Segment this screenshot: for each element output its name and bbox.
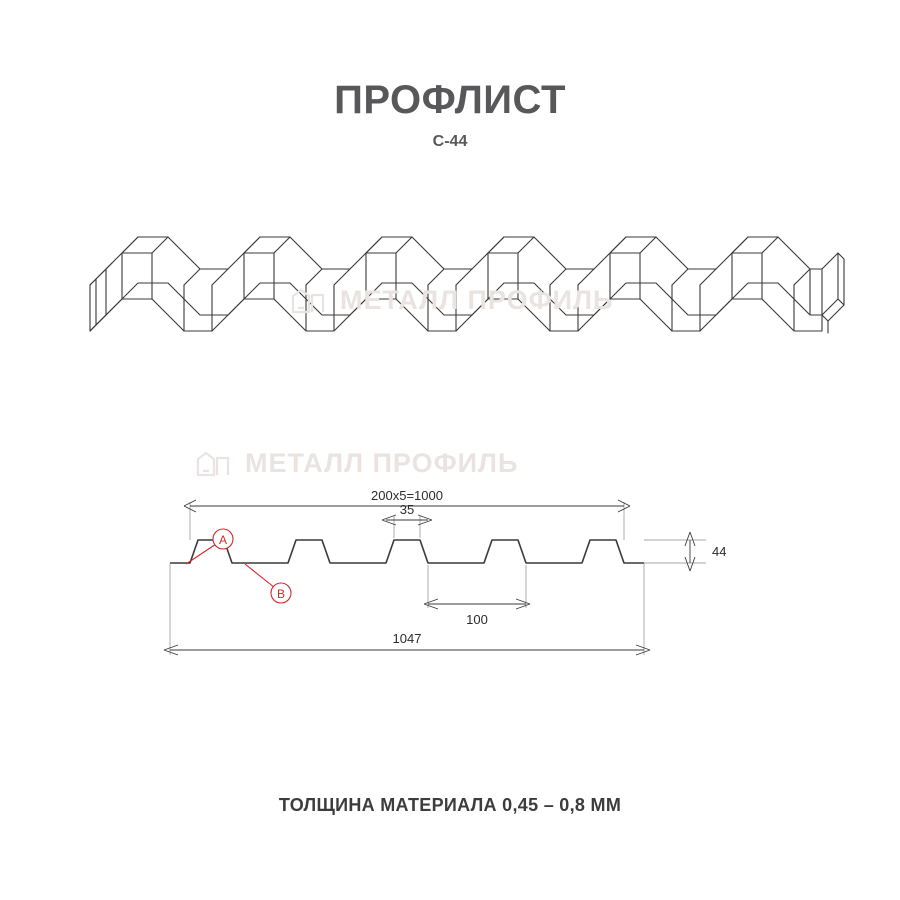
dim-label-total-width: 1047 (392, 631, 422, 646)
section-dimension-view (150, 480, 790, 680)
watermark-text: МЕТАЛЛ ПРОФИЛЬ (340, 285, 614, 315)
dim-label-rib-top: 35 (399, 502, 415, 517)
callout-a-label: A (218, 533, 228, 547)
thickness-note: ТОЛЩИНА МАТЕРИАЛА 0,45 – 0,8 ММ (278, 795, 622, 815)
watermark-text: МЕТАЛЛ ПРОФИЛЬ (245, 448, 519, 478)
product-model: С-44 (432, 133, 468, 150)
dim-label-height: 44 (712, 544, 727, 559)
dim-label-working-width: 200х5=1000 (371, 488, 443, 503)
watermark-section (195, 448, 518, 479)
page-title: ПРОФЛИСТ (334, 78, 566, 122)
isometric-sheet-view (60, 215, 850, 395)
metall-profil-logo-icon (195, 449, 235, 479)
dim-label-rib-pitch: 100 (466, 612, 488, 627)
callout-b-label: B (276, 587, 286, 601)
